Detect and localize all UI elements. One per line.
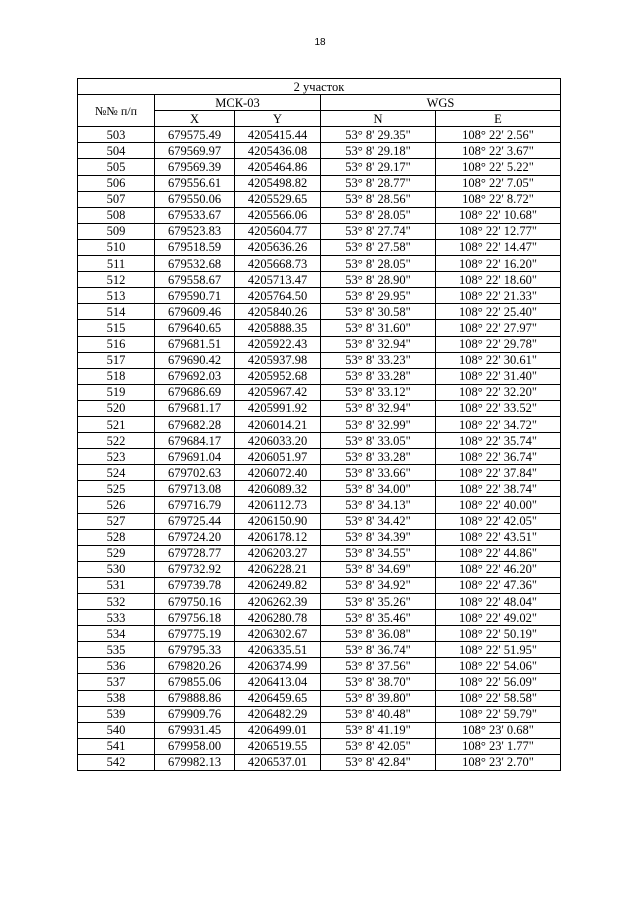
y-cell: 4206459.65 [235, 690, 321, 706]
e-cell: 108° 22' 10.68" [436, 207, 561, 223]
table-row [78, 207, 561, 223]
n-cell: 53° 8' 34.13" [321, 497, 436, 513]
point-number-cell: 507 [78, 191, 155, 207]
x-cell: 679640.65 [155, 320, 235, 336]
n-cell: 53° 8' 41.19" [321, 722, 436, 738]
table-row [78, 513, 561, 529]
x-cell: 679982.13 [155, 754, 235, 770]
y-cell: 4206089.32 [235, 481, 321, 497]
x-cell: 679533.67 [155, 207, 235, 223]
point-number-cell: 510 [78, 239, 155, 255]
point-number-cell: 536 [78, 658, 155, 674]
y-cell: 4206482.29 [235, 706, 321, 722]
e-cell: 108° 22' 56.09" [436, 674, 561, 690]
n-cell: 53° 8' 33.66" [321, 465, 436, 481]
point-number-cell: 506 [78, 175, 155, 191]
e-cell: 108° 22' 16.20" [436, 256, 561, 272]
point-number-header: №№ п/п [78, 95, 155, 127]
e-cell: 108° 22' 5.22" [436, 159, 561, 175]
point-number-cell: 513 [78, 288, 155, 304]
y-cell: 4206262.39 [235, 594, 321, 610]
x-cell: 679750.16 [155, 594, 235, 610]
point-number-cell: 508 [78, 207, 155, 223]
e-cell: 108° 22' 33.52" [436, 400, 561, 416]
e-cell: 108° 22' 49.02" [436, 610, 561, 626]
wgs-group-header: WGS [321, 95, 561, 111]
y-cell: 4205668.73 [235, 256, 321, 272]
point-number-cell: 519 [78, 384, 155, 400]
e-cell: 108° 22' 47.36" [436, 577, 561, 593]
e-cell: 108° 22' 58.58" [436, 690, 561, 706]
x-cell: 679682.28 [155, 416, 235, 432]
n-cell: 53° 8' 27.58" [321, 239, 436, 255]
table-row [78, 304, 561, 320]
e-cell: 108° 22' 37.84" [436, 465, 561, 481]
x-cell: 679556.61 [155, 175, 235, 191]
x-cell: 679558.67 [155, 272, 235, 288]
point-number-cell: 541 [78, 738, 155, 754]
table-row [78, 416, 561, 432]
n-cell: 53° 8' 31.60" [321, 320, 436, 336]
n-cell: 53° 8' 32.99" [321, 416, 436, 432]
y-cell: 4205464.86 [235, 159, 321, 175]
x-cell: 679756.18 [155, 610, 235, 626]
x-cell: 679716.79 [155, 497, 235, 513]
e-cell: 108° 23' 1.77" [436, 738, 561, 754]
table-row [78, 223, 561, 239]
table-row [78, 529, 561, 545]
table-row [78, 754, 561, 770]
x-cell: 679575.49 [155, 127, 235, 143]
y-cell: 4205604.77 [235, 223, 321, 239]
point-number-cell: 517 [78, 352, 155, 368]
e-cell: 108° 22' 48.04" [436, 594, 561, 610]
x-cell: 679724.20 [155, 529, 235, 545]
e-cell: 108° 22' 3.67" [436, 143, 561, 159]
n-cell: 53° 8' 27.74" [321, 223, 436, 239]
x-cell: 679609.46 [155, 304, 235, 320]
x-cell: 679569.97 [155, 143, 235, 159]
table-row [78, 610, 561, 626]
y-cell: 4205888.35 [235, 320, 321, 336]
point-number-cell: 514 [78, 304, 155, 320]
point-number-cell: 532 [78, 594, 155, 610]
y-cell: 4206499.01 [235, 722, 321, 738]
n-cell: 53° 8' 33.28" [321, 368, 436, 384]
n-cell: 53° 8' 34.00" [321, 481, 436, 497]
e-cell: 108° 22' 50.19" [436, 626, 561, 642]
n-cell: 53° 8' 28.56" [321, 191, 436, 207]
x-cell: 679550.06 [155, 191, 235, 207]
point-number-cell: 533 [78, 610, 155, 626]
y-cell: 4206033.20 [235, 433, 321, 449]
n-cell: 53° 8' 34.42" [321, 513, 436, 529]
y-cell: 4206249.82 [235, 577, 321, 593]
table-row [78, 642, 561, 658]
n-cell: 53° 8' 34.55" [321, 545, 436, 561]
table-row [78, 272, 561, 288]
msk-group-header: МСК-03 [155, 95, 321, 111]
point-number-cell: 516 [78, 336, 155, 352]
table-body [78, 127, 561, 771]
n-cell: 53° 8' 35.26" [321, 594, 436, 610]
table-row [78, 449, 561, 465]
point-number-cell: 512 [78, 272, 155, 288]
table-row [78, 690, 561, 706]
n-cell: 53° 8' 36.74" [321, 642, 436, 658]
y-cell: 4206072.40 [235, 465, 321, 481]
table-row [78, 658, 561, 674]
y-cell: 4205415.44 [235, 127, 321, 143]
point-number-cell: 526 [78, 497, 155, 513]
e-cell: 108° 22' 42.05" [436, 513, 561, 529]
e-cell: 108° 22' 51.95" [436, 642, 561, 658]
e-cell: 108° 22' 38.74" [436, 481, 561, 497]
point-number-cell: 505 [78, 159, 155, 175]
n-cell: 53° 8' 30.58" [321, 304, 436, 320]
x-cell: 679523.83 [155, 223, 235, 239]
table-row [78, 239, 561, 255]
n-cell: 53° 8' 32.94" [321, 336, 436, 352]
point-number-cell: 537 [78, 674, 155, 690]
x-cell: 679725.44 [155, 513, 235, 529]
y-cell: 4205529.65 [235, 191, 321, 207]
x-cell: 679684.17 [155, 433, 235, 449]
point-number-cell: 527 [78, 513, 155, 529]
point-number-cell: 521 [78, 416, 155, 432]
x-cell: 679888.86 [155, 690, 235, 706]
n-cell: 53° 8' 29.17" [321, 159, 436, 175]
e-cell: 108° 22' 35.74" [436, 433, 561, 449]
x-cell: 679569.39 [155, 159, 235, 175]
table-header [78, 79, 561, 127]
e-cell: 108° 22' 21.33" [436, 288, 561, 304]
e-cell: 108° 22' 46.20" [436, 561, 561, 577]
point-number-cell: 542 [78, 754, 155, 770]
point-number-cell: 539 [78, 706, 155, 722]
point-number-cell: 504 [78, 143, 155, 159]
n-cell: 53° 8' 29.35" [321, 127, 436, 143]
table-row [78, 738, 561, 754]
coordinates-table [77, 78, 561, 771]
n-cell: 53° 8' 29.95" [321, 288, 436, 304]
e-cell: 108° 22' 7.05" [436, 175, 561, 191]
table-row [78, 384, 561, 400]
x-cell: 679739.78 [155, 577, 235, 593]
e-cell: 108° 22' 8.72" [436, 191, 561, 207]
y-cell: 4205840.26 [235, 304, 321, 320]
table-row [78, 368, 561, 384]
y-cell: 4205436.08 [235, 143, 321, 159]
e-cell: 108° 22' 18.60" [436, 272, 561, 288]
y-cell: 4206150.90 [235, 513, 321, 529]
y-cell: 4205498.82 [235, 175, 321, 191]
point-number-cell: 531 [78, 577, 155, 593]
table-row [78, 561, 561, 577]
n-cell: 53° 8' 35.46" [321, 610, 436, 626]
y-cell: 4206112.73 [235, 497, 321, 513]
y-cell: 4205713.47 [235, 272, 321, 288]
table-row [78, 594, 561, 610]
n-cell: 53° 8' 28.90" [321, 272, 436, 288]
x-cell: 679692.03 [155, 368, 235, 384]
y-cell: 4206519.55 [235, 738, 321, 754]
section-title: 2 участок [78, 79, 561, 95]
e-cell: 108° 22' 29.78" [436, 336, 561, 352]
n-cell: 53° 8' 33.28" [321, 449, 436, 465]
table-row [78, 465, 561, 481]
y-cell: 4205952.68 [235, 368, 321, 384]
table-row [78, 674, 561, 690]
point-number-cell: 540 [78, 722, 155, 738]
e-cell: 108° 23' 0.68" [436, 722, 561, 738]
n-cell: 53° 8' 34.92" [321, 577, 436, 593]
page-number: 18 [314, 37, 326, 48]
point-number-cell: 523 [78, 449, 155, 465]
x-cell: 679686.69 [155, 384, 235, 400]
table-row [78, 256, 561, 272]
n-cell: 53° 8' 42.84" [321, 754, 436, 770]
x-cell: 679690.42 [155, 352, 235, 368]
table-row [78, 336, 561, 352]
point-number-cell: 524 [78, 465, 155, 481]
n-cell: 53° 8' 36.08" [321, 626, 436, 642]
e-cell: 108° 22' 31.40" [436, 368, 561, 384]
e-cell: 108° 23' 2.70" [436, 754, 561, 770]
n-cell: 53° 8' 28.77" [321, 175, 436, 191]
table-row [78, 320, 561, 336]
y-cell: 4206335.51 [235, 642, 321, 658]
e-column-header: E [436, 111, 561, 127]
x-cell: 679590.71 [155, 288, 235, 304]
point-number-cell: 520 [78, 400, 155, 416]
x-cell: 679820.26 [155, 658, 235, 674]
point-number-cell: 509 [78, 223, 155, 239]
x-cell: 679931.45 [155, 722, 235, 738]
point-number-cell: 522 [78, 433, 155, 449]
n-cell: 53° 8' 33.12" [321, 384, 436, 400]
e-cell: 108° 22' 54.06" [436, 658, 561, 674]
y-cell: 4205967.42 [235, 384, 321, 400]
n-cell: 53° 8' 28.05" [321, 256, 436, 272]
table-row [78, 481, 561, 497]
x-cell: 679958.00 [155, 738, 235, 754]
n-cell: 53° 8' 42.05" [321, 738, 436, 754]
table-row [78, 400, 561, 416]
y-cell: 4205991.92 [235, 400, 321, 416]
n-cell: 53° 8' 37.56" [321, 658, 436, 674]
n-cell: 53° 8' 34.69" [321, 561, 436, 577]
x-cell: 679702.63 [155, 465, 235, 481]
point-number-cell: 503 [78, 127, 155, 143]
point-number-cell: 511 [78, 256, 155, 272]
y-column-header: Y [235, 111, 321, 127]
point-number-cell: 515 [78, 320, 155, 336]
y-cell: 4205566.06 [235, 207, 321, 223]
e-cell: 108° 22' 27.97" [436, 320, 561, 336]
x-cell: 679518.59 [155, 239, 235, 255]
x-cell: 679728.77 [155, 545, 235, 561]
x-cell: 679681.17 [155, 400, 235, 416]
n-cell: 53° 8' 28.05" [321, 207, 436, 223]
e-cell: 108° 22' 44.86" [436, 545, 561, 561]
n-cell: 53° 8' 33.23" [321, 352, 436, 368]
y-cell: 4206302.67 [235, 626, 321, 642]
x-cell: 679795.33 [155, 642, 235, 658]
point-number-cell: 534 [78, 626, 155, 642]
y-cell: 4206203.27 [235, 545, 321, 561]
point-number-cell: 528 [78, 529, 155, 545]
x-cell: 679681.51 [155, 336, 235, 352]
table-row [78, 175, 561, 191]
x-cell: 679532.68 [155, 256, 235, 272]
y-cell: 4206537.01 [235, 754, 321, 770]
n-cell: 53° 8' 40.48" [321, 706, 436, 722]
table-row [78, 352, 561, 368]
y-cell: 4206051.97 [235, 449, 321, 465]
e-cell: 108° 22' 25.40" [436, 304, 561, 320]
n-cell: 53° 8' 39.80" [321, 690, 436, 706]
table-row [78, 191, 561, 207]
x-cell: 679713.08 [155, 481, 235, 497]
table-row [78, 545, 561, 561]
x-cell: 679691.04 [155, 449, 235, 465]
point-number-cell: 530 [78, 561, 155, 577]
point-number-cell: 538 [78, 690, 155, 706]
table-row [78, 497, 561, 513]
e-cell: 108° 22' 2.56" [436, 127, 561, 143]
table-row [78, 722, 561, 738]
n-cell: 53° 8' 29.18" [321, 143, 436, 159]
y-cell: 4205764.50 [235, 288, 321, 304]
table-row [78, 706, 561, 722]
x-cell: 679855.06 [155, 674, 235, 690]
e-cell: 108° 22' 30.61" [436, 352, 561, 368]
y-cell: 4205922.43 [235, 336, 321, 352]
table-row [78, 159, 561, 175]
y-cell: 4206228.21 [235, 561, 321, 577]
e-cell: 108° 22' 40.00" [436, 497, 561, 513]
x-cell: 679732.92 [155, 561, 235, 577]
n-cell: 53° 8' 32.94" [321, 400, 436, 416]
table-row [78, 288, 561, 304]
n-column-header: N [321, 111, 436, 127]
e-cell: 108° 22' 59.79" [436, 706, 561, 722]
point-number-cell: 529 [78, 545, 155, 561]
e-cell: 108° 22' 34.72" [436, 416, 561, 432]
e-cell: 108° 22' 14.47" [436, 239, 561, 255]
n-cell: 53° 8' 38.70" [321, 674, 436, 690]
e-cell: 108° 22' 36.74" [436, 449, 561, 465]
point-number-cell: 525 [78, 481, 155, 497]
point-number-cell: 535 [78, 642, 155, 658]
point-number-cell: 518 [78, 368, 155, 384]
n-cell: 53° 8' 33.05" [321, 433, 436, 449]
n-cell: 53° 8' 34.39" [321, 529, 436, 545]
table-row [78, 626, 561, 642]
table-row [78, 127, 561, 143]
e-cell: 108° 22' 43.51" [436, 529, 561, 545]
table-row [78, 143, 561, 159]
e-cell: 108° 22' 32.20" [436, 384, 561, 400]
x-column-header: X [155, 111, 235, 127]
y-cell: 4205937.98 [235, 352, 321, 368]
e-cell: 108° 22' 12.77" [436, 223, 561, 239]
y-cell: 4206014.21 [235, 416, 321, 432]
y-cell: 4206374.99 [235, 658, 321, 674]
y-cell: 4206178.12 [235, 529, 321, 545]
x-cell: 679775.19 [155, 626, 235, 642]
table-row [78, 577, 561, 593]
x-cell: 679909.76 [155, 706, 235, 722]
y-cell: 4206413.04 [235, 674, 321, 690]
y-cell: 4205636.26 [235, 239, 321, 255]
y-cell: 4206280.78 [235, 610, 321, 626]
table-row [78, 433, 561, 449]
